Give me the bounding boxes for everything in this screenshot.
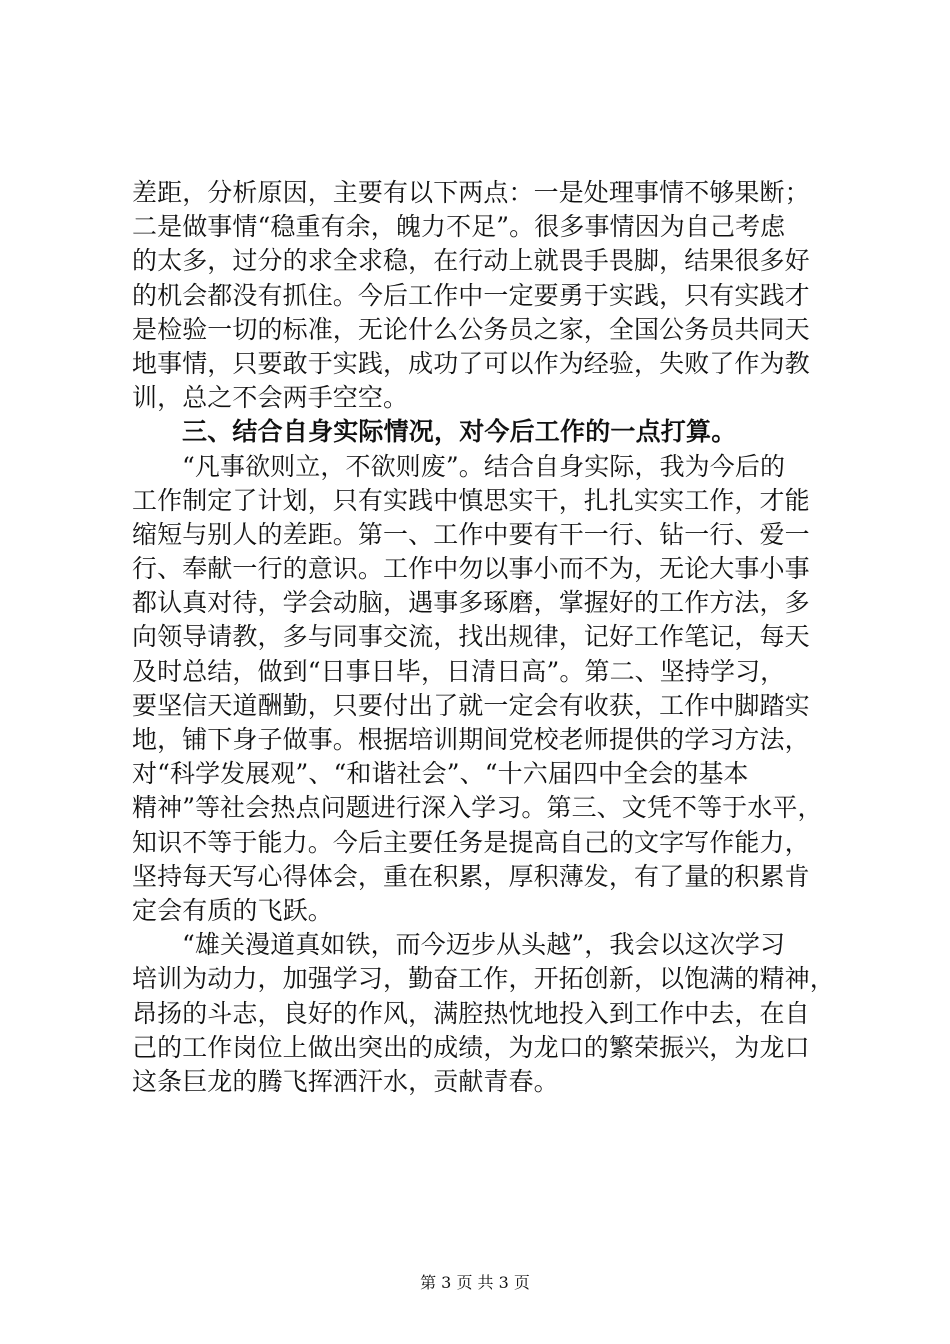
text-line: 行、奉献一行的意识。工作中勿以事小而不为，无论大事小事 <box>132 554 810 584</box>
paragraph-continuation <box>132 176 832 415</box>
text-line: 这条巨龙的腾飞挥洒汗水，贡献青春。 <box>132 1066 559 1096</box>
text-line: 是检验一切的标准，无论什么公务员之家，全国公务员共同天 <box>132 314 810 344</box>
text-line: 差距，分析原因，主要有以下两点：一是处理事情不够果断； <box>132 178 810 207</box>
section-heading-text: 三、结合自身实际情况，对今后工作的一点打算。 <box>182 417 737 447</box>
text-line: 地事情，只要敢于实践，成功了可以作为经验，失败了作为教 <box>132 348 810 378</box>
text-line: 要坚信天道酬勤，只要付出了就一定会有收获，工作中脚踏实 <box>132 690 810 720</box>
text-line: 缩短与别人的差距。第一、工作中要有干一行、钻一行、爱一 <box>132 519 810 549</box>
text-line: 定会有质的飞跃。 <box>132 895 333 925</box>
text-line: 地，铺下身子做事。根据培训期间党校老师提供的学习方法， <box>132 725 810 754</box>
text-line: “雄关漫道真如铁，而今迈步从头越”，我会以这次学习 <box>182 930 786 960</box>
text-line: 知识不等于能力。今后主要任务是提高自己的文字写作能力， <box>132 827 810 857</box>
text-line: 训，总之不会两手空空。 <box>132 383 409 413</box>
text-line: 培训为动力，加强学习，勤奋工作，开拓创新，以饱满的精神， <box>132 964 835 994</box>
text-line: 的机会都没有抓住。今后工作中一定要勇于实践，只有实践才 <box>132 280 810 310</box>
paragraph-closing <box>132 928 835 1099</box>
text-line: 坚持每天写心得体会，重在积累，厚积薄发，有了量的积累肯 <box>132 861 810 891</box>
text-line: 工作制定了计划，只有实践中慎思实干，扎扎实实工作，才能 <box>132 485 810 515</box>
text-line: 的太多，过分的求全求稳，在行动上就畏手畏脚，结果很多好 <box>132 246 810 276</box>
text-line: 精神”等社会热点问题进行深入学习。第三、文凭不等于水平， <box>132 793 823 823</box>
text-line: 己的工作岗位上做出突出的成绩，为龙口的繁荣振兴，为龙口 <box>132 1032 810 1062</box>
paragraph-plan <box>132 450 832 929</box>
text-line: 及时总结，做到“日事日毕，日清日高”。第二、坚持学习， <box>132 656 786 686</box>
text-line: 都认真对待，学会动脑，遇事多琢磨，掌握好的工作方法，多 <box>132 588 810 618</box>
text-line: 对“科学发展观”、“和谐社会”、“十六届四中全会的基本 <box>132 759 749 789</box>
section-heading <box>132 415 832 449</box>
document-body <box>132 176 835 1099</box>
text-line: “凡事欲则立，不欲则废”。结合自身实际，我为今后的 <box>182 451 786 481</box>
page-number: 第 3 页 共 3 页 <box>420 1273 530 1292</box>
text-line: 向领导请教，多与同事交流，找出规律，记好工作笔记，每天 <box>132 622 810 652</box>
text-line: 昂扬的斗志，良好的作风，满腔热忱地投入到工作中去，在自 <box>132 998 810 1028</box>
text-line: 二是做事情“稳重有余，魄力不足”。很多事情因为自己考虑 <box>132 212 786 242</box>
page-footer <box>0 1270 950 1293</box>
